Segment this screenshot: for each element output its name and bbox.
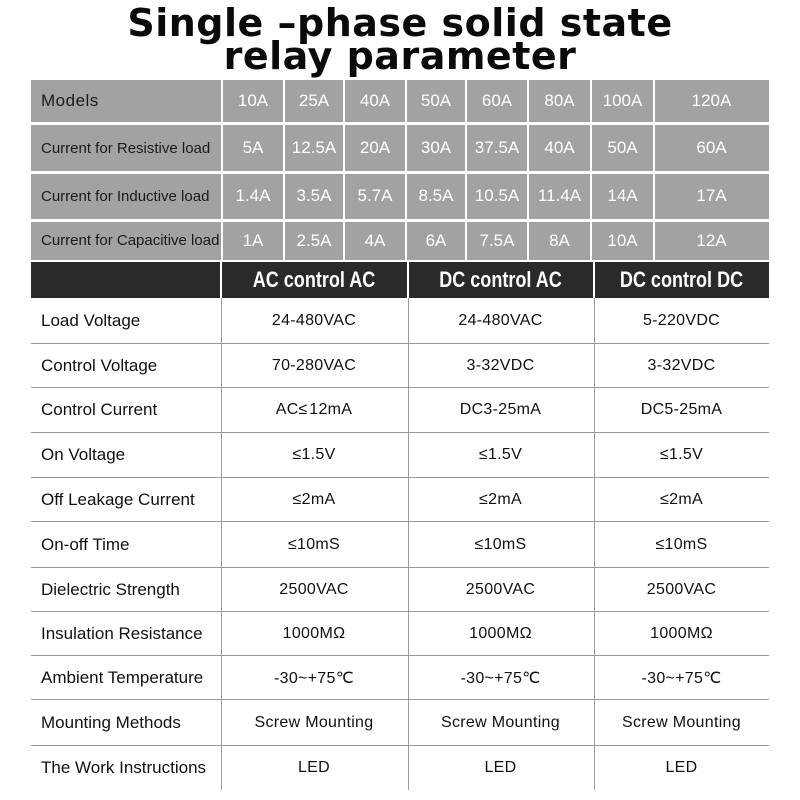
- spec-column-divider: [594, 298, 595, 790]
- spec-row-label: Off Leakage Current: [41, 489, 195, 509]
- models-value-cell: 4A: [364, 230, 386, 250]
- spec-row-label: On-off Time: [41, 534, 130, 554]
- spec-value-cell: ≤1.5V: [659, 446, 704, 463]
- spec-value-cell: ≤1.5V: [292, 446, 336, 463]
- spec-value-cell: DC5-25mA: [640, 401, 723, 418]
- spec-column-header: DC control DC: [619, 267, 744, 292]
- models-value-cell: 5A: [242, 138, 264, 157]
- column-divider: [343, 80, 345, 260]
- spec-row-label: Control Current: [41, 400, 158, 419]
- models-value-cell: 14A: [607, 186, 638, 205]
- row-divider: [31, 219, 769, 222]
- spec-value-cell: 24-480VAC: [458, 311, 543, 329]
- header-divider: [407, 262, 409, 298]
- spec-value-cell: 5-220VDC: [642, 311, 721, 329]
- models-value-cell: 10.5A: [474, 186, 520, 205]
- spec-value-cell: DC3-25mA: [459, 401, 542, 418]
- spec-row-label: Control Voltage: [41, 355, 158, 375]
- spec-row: [31, 433, 769, 478]
- models-table: [31, 80, 769, 260]
- column-divider: [221, 80, 223, 260]
- models-value-cell: 6A: [425, 230, 447, 250]
- spec-row: [31, 478, 769, 522]
- spec-column-divider: [408, 298, 409, 790]
- models-value-cell: 50A: [607, 138, 638, 157]
- spec-value-cell: -30~+75℃: [641, 669, 722, 687]
- spec-value-cell: 1000MΩ: [650, 624, 713, 642]
- spec-row: [31, 700, 769, 746]
- spec-row-label: On Voltage: [41, 445, 126, 464]
- models-value-cell: 40A: [359, 91, 391, 110]
- current-row: [31, 125, 769, 171]
- spec-row: [31, 298, 769, 344]
- page-title-line-1: Single –phase solid state: [127, 1, 673, 45]
- spec-value-cell: ≤2mA: [292, 490, 336, 508]
- column-divider: [653, 80, 655, 260]
- spec-value-cell: -30~+75℃: [460, 669, 541, 687]
- spec-value-cell: 1000MΩ: [469, 624, 532, 642]
- column-divider: [405, 80, 407, 260]
- models-value-cell: 12.5A: [291, 138, 337, 157]
- row-divider: [31, 171, 769, 174]
- models-value-cell: 11.4A: [537, 186, 582, 205]
- models-value-cell: 40A: [544, 138, 575, 157]
- spec-value-cell: 24-480VAC: [271, 311, 357, 329]
- models-value-cell: 8A: [549, 230, 570, 250]
- spec-value-cell: 3-32VDC: [647, 356, 716, 374]
- row-divider: [31, 122, 769, 125]
- current-row: [31, 174, 769, 218]
- spec-row-label: Insulation Resistance: [41, 623, 203, 643]
- models-value-cell: 12A: [696, 230, 727, 250]
- spec-row: [31, 568, 769, 612]
- spec-row: [31, 746, 769, 790]
- spec-value-cell: Screw Mounting: [441, 713, 560, 731]
- models-value-cell: 17A: [696, 186, 727, 205]
- spec-value-cell: LED: [665, 759, 698, 776]
- spec-value-cell: 2500VAC: [279, 580, 349, 598]
- spec-row: [31, 344, 769, 388]
- spec-value-cell: 1000MΩ: [282, 624, 346, 642]
- spec-value-cell: -30~+75℃: [274, 669, 354, 687]
- models-value-cell: 10A: [607, 230, 638, 250]
- spec-value-cell: 3-32VDC: [466, 356, 535, 374]
- spec-row: [31, 612, 769, 656]
- models-row-label: Current for Inductive load: [41, 187, 210, 205]
- spec-column-header: AC control AC: [252, 267, 376, 292]
- page-title-line-2: relay parameter: [223, 34, 577, 78]
- current-row: [31, 221, 769, 260]
- spec-row-label: Dielectric Strength: [41, 579, 180, 599]
- spec-row: [31, 656, 769, 700]
- spec-value-cell: ≤10mS: [287, 535, 341, 553]
- models-value-cell: 2.5A: [296, 230, 332, 250]
- spec-column-header: DC control AC: [439, 267, 562, 292]
- header-divider: [593, 262, 595, 298]
- spec-value-cell: ≤10mS: [474, 535, 527, 553]
- models-value-cell: 7.5A: [479, 230, 515, 250]
- spec-value-cell: ≤2mA: [660, 490, 703, 508]
- spec-row: [31, 388, 769, 433]
- spec-value-cell: LED: [297, 759, 331, 776]
- models-value-cell: 80A: [544, 91, 575, 110]
- models-row: [31, 80, 769, 122]
- column-divider: [527, 80, 529, 260]
- spec-value-cell: ≤10mS: [655, 535, 708, 553]
- models-value-cell: 1A: [242, 230, 264, 250]
- spec-row-label: Load Voltage: [41, 310, 141, 330]
- spec-value-cell: ≤2mA: [479, 490, 522, 508]
- column-divider: [590, 80, 592, 260]
- models-value-cell: 3.5A: [296, 186, 332, 205]
- spec-value-cell: ≤1.5V: [478, 446, 523, 463]
- header-divider: [220, 262, 222, 298]
- models-row-label: Models: [41, 91, 99, 110]
- spec-header-band: [31, 262, 769, 298]
- models-value-cell: 120A: [691, 91, 732, 110]
- models-value-cell: 30A: [420, 138, 452, 157]
- models-value-cell: 37.5A: [474, 138, 520, 157]
- spec-value-cell: Screw Mounting: [622, 713, 741, 731]
- column-divider: [465, 80, 467, 260]
- spec-row: [31, 522, 769, 568]
- models-row-label: Current for Capacitive load: [41, 232, 220, 249]
- models-value-cell: 25A: [298, 91, 330, 110]
- models-value-cell: 8.5A: [418, 186, 454, 205]
- models-value-cell: 5.7A: [357, 186, 393, 205]
- models-value-cell: 60A: [481, 91, 513, 110]
- spec-value-cell: LED: [484, 759, 517, 776]
- spec-value-cell: Screw Mounting: [254, 713, 374, 731]
- spec-value-cell: AC≤ 12mA: [275, 401, 353, 418]
- models-value-cell: 50A: [420, 91, 452, 110]
- column-divider: [283, 80, 285, 260]
- spec-column-divider: [221, 298, 222, 790]
- spec-value-cell: 2500VAC: [646, 580, 717, 598]
- models-value-cell: 20A: [359, 138, 391, 157]
- spec-row-label: The Work Instructions: [41, 758, 207, 777]
- models-value-cell: 1.4A: [235, 186, 271, 205]
- models-value-cell: 60A: [696, 138, 727, 157]
- spec-row-label: Ambient Temperature: [41, 667, 204, 687]
- spec-value-cell: 70-280VAC: [271, 356, 357, 374]
- models-value-cell: 10A: [237, 91, 269, 110]
- spec-value-cell: 2500VAC: [465, 580, 536, 598]
- models-value-cell: 100A: [602, 91, 643, 110]
- spec-row-label: Mounting Methods: [41, 712, 181, 732]
- models-row-label: Current for Resistive load: [41, 139, 211, 157]
